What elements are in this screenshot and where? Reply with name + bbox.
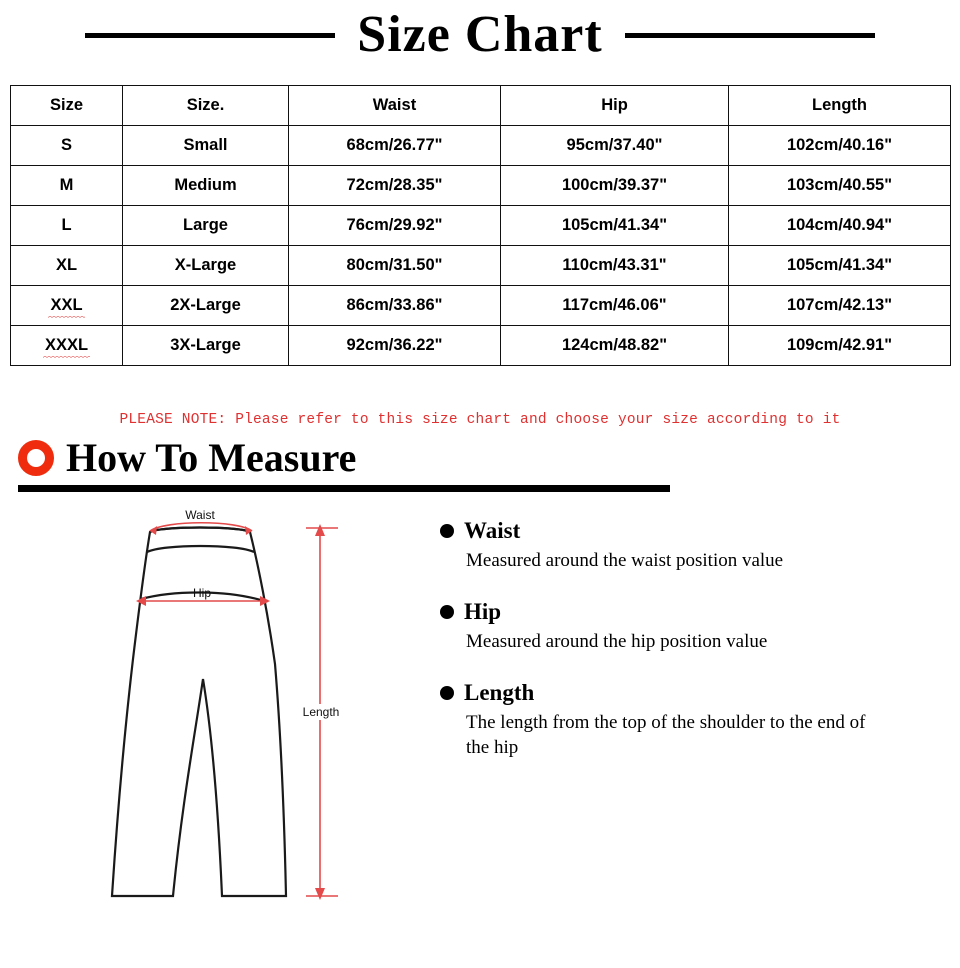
cell-length: 102cm/40.16" (729, 125, 951, 165)
cell-size: XL (11, 245, 123, 285)
column-header-size: Size (11, 85, 123, 125)
table-row (11, 165, 951, 205)
size-chart-table (10, 85, 951, 366)
page-title-row (0, 8, 960, 63)
title-rule-left (85, 33, 335, 38)
table-row (11, 285, 951, 325)
cell-size: S (11, 125, 123, 165)
cell-length: 109cm/42.91" (729, 325, 951, 365)
cell-length: 107cm/42.13" (729, 285, 951, 325)
cell-size-name: 2X-Large (123, 285, 289, 325)
cell-size-name: Medium (123, 165, 289, 205)
definition-description: Measured around the hip position value (466, 630, 768, 652)
definition-description: The length from the top of the shoulder to the end of the hip (466, 711, 866, 758)
cell-hip: 95cm/37.40" (501, 125, 729, 165)
diagram-label-waist: Waist (185, 507, 215, 522)
cell-hip: 100cm/39.37" (501, 165, 729, 205)
pants-diagram (0, 504, 430, 904)
cell-waist: 76cm/29.92" (289, 205, 501, 245)
how-to-measure-heading-block (18, 434, 670, 492)
page-title: Size Chart (357, 6, 603, 63)
cell-size: L (11, 205, 123, 245)
table-row (11, 205, 951, 245)
cell-size-text: XXL (50, 295, 83, 314)
cell-waist: 92cm/36.22" (289, 325, 501, 365)
diagram-label-length: Length (302, 704, 340, 719)
title-rule-right (625, 33, 875, 38)
definition-term: Waist (464, 517, 521, 543)
please-note-text: PLEASE NOTE: Please refer to this size chart and choose your size according to it (119, 411, 841, 428)
table-row (11, 125, 951, 165)
definition-waist (440, 518, 960, 573)
cell-waist: 86cm/33.86" (289, 285, 501, 325)
cell-hip: 117cm/46.06" (501, 285, 729, 325)
table-header-row (11, 85, 951, 125)
measure-section (0, 504, 960, 904)
cell-size-text: XXXL (44, 335, 89, 354)
donut-icon (18, 440, 54, 476)
table-row (11, 245, 951, 285)
definition-term: Hip (464, 598, 502, 624)
cell-hip: 124cm/48.82" (501, 325, 729, 365)
definition-length (440, 680, 960, 760)
diagram-label-hip: Hip (192, 585, 212, 600)
size-chart-table-wrapper (10, 85, 950, 366)
how-to-measure-underline (18, 485, 670, 492)
definition-term: Length (464, 679, 535, 705)
column-header-size-name: Size. (123, 85, 289, 125)
cell-size-name: X-Large (123, 245, 289, 285)
cell-size-name: 3X-Large (123, 325, 289, 365)
cell-size (11, 325, 123, 365)
cell-length: 105cm/41.34" (729, 245, 951, 285)
measure-definitions (440, 504, 960, 904)
cell-size: M (11, 165, 123, 205)
cell-waist: 80cm/31.50" (289, 245, 501, 285)
cell-size (11, 285, 123, 325)
column-header-waist: Waist (289, 85, 501, 125)
bullet-icon (440, 686, 454, 700)
cell-hip: 110cm/43.31" (501, 245, 729, 285)
column-header-length: Length (729, 85, 951, 125)
cell-hip: 105cm/41.34" (501, 205, 729, 245)
bullet-icon (440, 524, 454, 538)
cell-size-name: Small (123, 125, 289, 165)
column-header-hip: Hip (501, 85, 729, 125)
cell-length: 103cm/40.55" (729, 165, 951, 205)
definition-hip (440, 599, 960, 654)
cell-waist: 72cm/28.35" (289, 165, 501, 205)
bullet-icon (440, 605, 454, 619)
table-row (11, 325, 951, 365)
cell-size-name: Large (123, 205, 289, 245)
definition-description: Measured around the waist position value (466, 549, 784, 571)
how-to-measure-title: How To Measure (66, 434, 357, 480)
cell-waist: 68cm/26.77" (289, 125, 501, 165)
cell-length: 104cm/40.94" (729, 205, 951, 245)
